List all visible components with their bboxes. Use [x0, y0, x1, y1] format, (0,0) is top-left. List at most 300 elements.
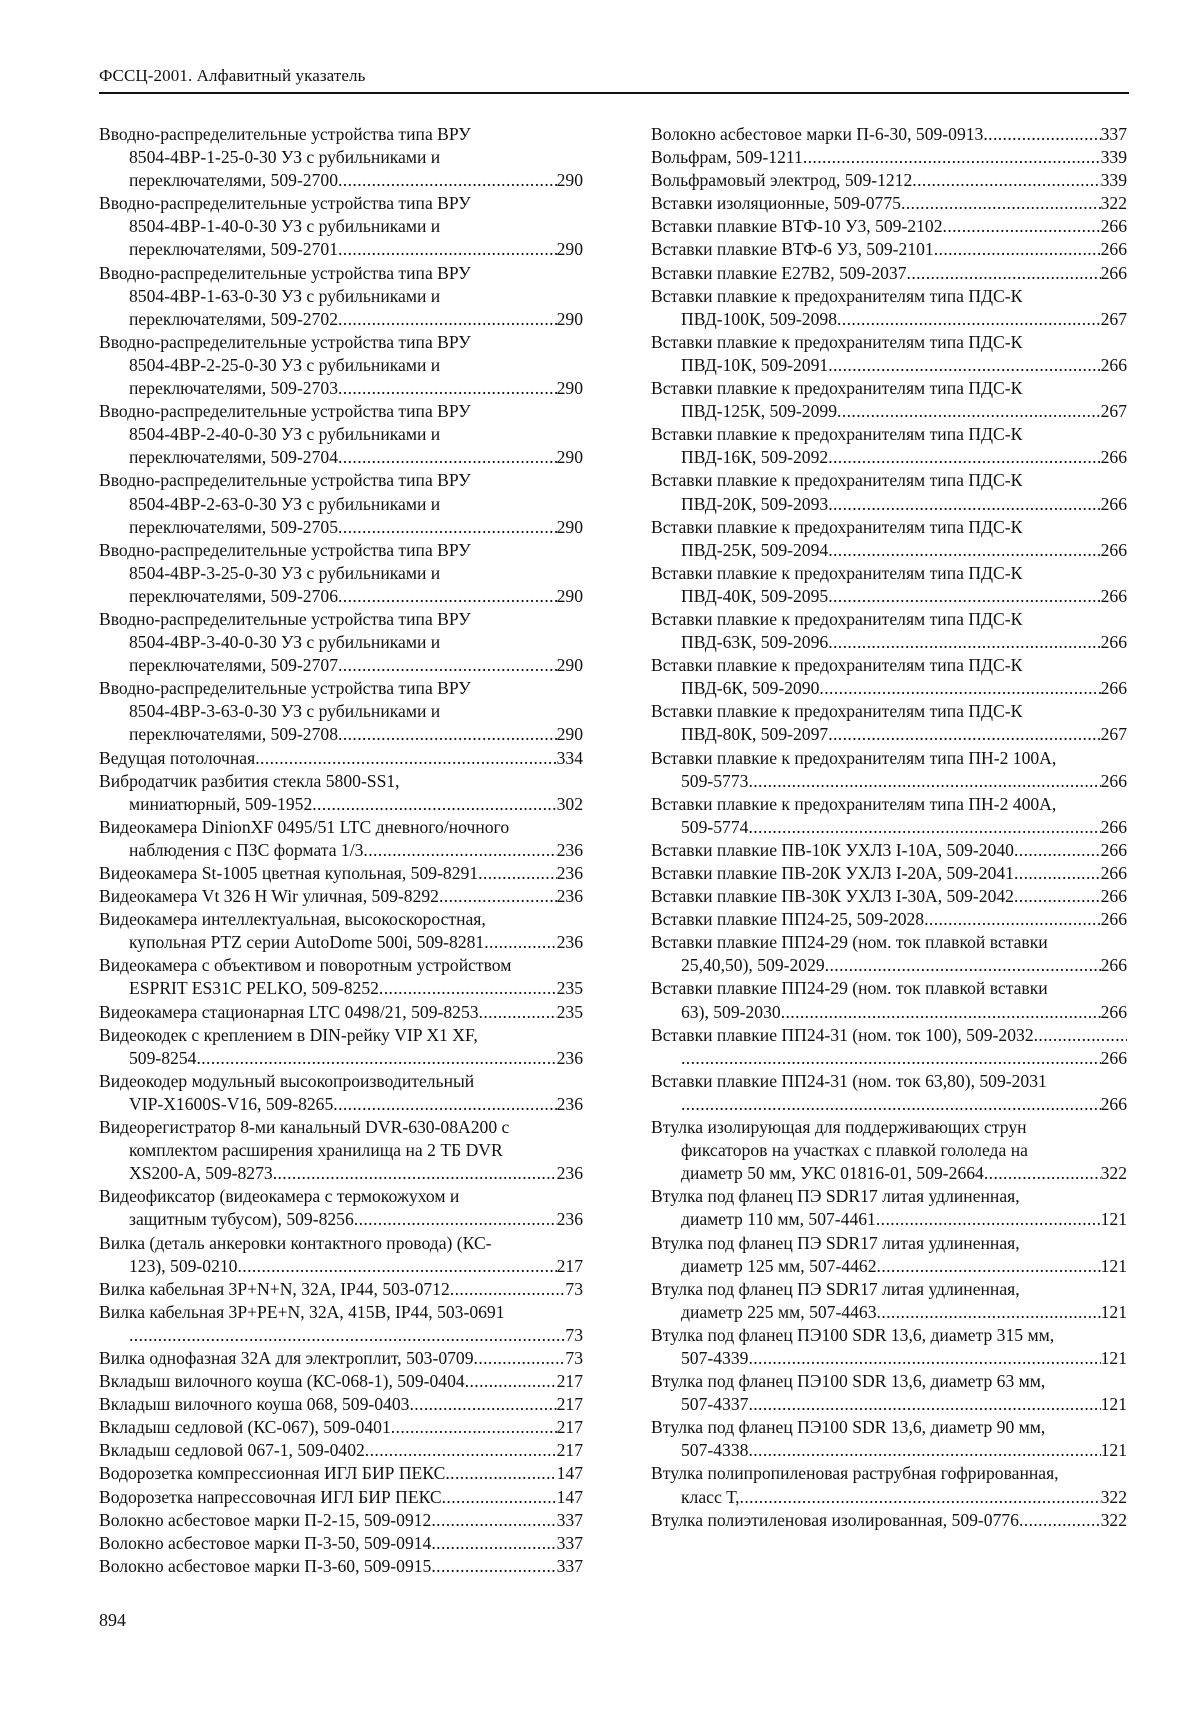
index-entry	[99, 954, 583, 1000]
index-entry	[99, 677, 583, 746]
entry-page-ref: 266	[1100, 955, 1127, 976]
entry-page-ref: 121	[1100, 1301, 1127, 1322]
index-entry	[99, 747, 583, 770]
entry-last-line	[99, 1462, 583, 1485]
entry-page-ref: 73	[565, 1324, 583, 1345]
dot-leader	[484, 931, 556, 954]
entry-text: Вкладыш вилочного коуша (КС-068-1), 509-0404	[99, 1371, 465, 1392]
entry-text: Вилка кабельная 3P+N+N, 32A, IP44, 503-0712	[99, 1278, 450, 1299]
entry-text-line: Видеорегистратор 8-ми канальный DVR-630-08A200 с	[99, 1117, 510, 1138]
entry-page-ref: 266	[1100, 1093, 1127, 1114]
entry-text: переключателями, 509-2708	[129, 724, 338, 745]
dot-leader	[312, 793, 556, 816]
dot-leader	[943, 215, 1101, 238]
entry-text: Вставки плавкие ПВ-10К УХЛ3 I-10А, 509-2040	[651, 839, 1014, 860]
entry-last-line	[651, 862, 1127, 885]
dot-leader	[237, 1255, 556, 1278]
entry-page-ref: 290	[556, 585, 583, 606]
entry-text-line: Втулка под фланец ПЭ SDR17 литая удлиненная,	[651, 1186, 1020, 1207]
dot-leader	[431, 1509, 556, 1532]
index-entry	[651, 423, 1127, 469]
entry-last-line	[651, 954, 1127, 977]
entry-page-ref: 266	[1100, 354, 1127, 375]
entry-text: XS200-A, 509-8273	[129, 1163, 273, 1184]
dot-leader	[338, 238, 557, 261]
entry-last-line	[99, 585, 583, 608]
entry-last-line	[99, 238, 583, 261]
dot-leader	[338, 654, 557, 677]
entry-text: Вставки плавкие ПВ-20К УХЛ3 I-20А, 509-2041	[651, 863, 1014, 883]
index-entry	[651, 1370, 1127, 1416]
entry-text: Вкладыш вилочного коуша 068, 509-0403	[99, 1394, 410, 1415]
dot-leader	[740, 1486, 1101, 1509]
entry-last-line	[99, 1393, 583, 1416]
entry-page-ref: 266	[1100, 262, 1127, 283]
entry-text: Вставки плавкие ПП24-31 (ном. ток 100), 509-2032	[651, 1024, 1034, 1045]
entry-text: 509-5773	[681, 770, 749, 791]
entry-text: защитным тубусом), 509-8256	[129, 1209, 354, 1230]
entry-last-line	[99, 1047, 583, 1070]
index-entry	[99, 1347, 583, 1370]
index-entry	[99, 331, 583, 400]
entry-text: Вставки плавкие ПВ-30К УХЛ3 I-30А, 509-2042	[651, 886, 1014, 907]
entry-page-ref: 322	[1100, 1163, 1127, 1184]
entry-page-ref: 266	[1100, 585, 1127, 606]
index-entry	[651, 747, 1127, 793]
entry-page-ref: 73	[565, 1347, 583, 1368]
dot-leader	[907, 262, 1101, 285]
index-entry	[99, 1462, 583, 1485]
entry-page-ref: 236	[556, 1209, 583, 1230]
entry-text-line: 8504-4ВР-1-25-0-30 УЗ с рубильниками и	[129, 147, 441, 168]
entry-text-line: Вводно-распределительные устройства типа ВРУ	[99, 678, 471, 699]
dot-leader	[445, 1462, 556, 1485]
entry-text-line: Вставки плавкие к предохранителям типа ПДС-К	[651, 285, 1023, 306]
index-entry	[651, 977, 1127, 1023]
index-entry	[651, 1509, 1127, 1532]
entry-page-ref: 236	[556, 1093, 583, 1114]
index-column-left	[99, 123, 583, 1578]
index-entry	[651, 146, 1127, 169]
entry-page-ref: 266	[1100, 839, 1127, 860]
dot-leader	[474, 1347, 566, 1370]
entry-page-ref: 290	[556, 170, 583, 191]
dot-leader	[901, 192, 1101, 215]
entry-page-ref: 290	[556, 308, 583, 329]
entry-last-line	[99, 1278, 583, 1301]
entry-text: VIP-X1600S-V16, 509-8265	[129, 1093, 334, 1114]
entry-page-ref: 217	[556, 1371, 583, 1392]
entry-text-line: 8504-4ВР-1-40-0-30 УЗ с рубильниками и	[129, 216, 441, 237]
entry-text: ESPRIT ES31C PELKO, 509-8252	[129, 978, 379, 999]
dot-leader	[837, 308, 1101, 331]
entry-text: Видеокамера Vt 326 H Wir уличная, 509-8292	[99, 886, 439, 907]
entry-text-line: Втулка под фланец ПЭ SDR17 литая удлиненная,	[651, 1232, 1020, 1253]
dot-leader	[379, 977, 557, 1000]
index-entry	[651, 1462, 1127, 1508]
entry-last-line	[99, 1255, 583, 1278]
index-entry	[651, 262, 1127, 285]
entry-last-line	[99, 793, 583, 816]
dot-leader	[354, 1208, 557, 1231]
entry-page-ref: 267	[1100, 308, 1127, 329]
index-entry	[99, 608, 583, 677]
index-entry	[99, 1278, 583, 1301]
entry-text: Вставки плавкие ВТФ-10 У3, 509-2102	[651, 216, 943, 237]
entry-page-ref: 121	[1100, 1394, 1127, 1415]
index-entry	[99, 262, 583, 331]
entry-last-line	[99, 1324, 583, 1347]
dot-leader	[983, 123, 1100, 146]
entry-text: Вставки изоляционные, 509-0775	[651, 193, 901, 214]
entry-page-ref: 302	[556, 793, 583, 814]
entry-page-ref: 337	[556, 1555, 583, 1576]
index-entry	[99, 192, 583, 261]
entry-text-line: Вставки плавкие ПП24-29 (ном. ток плавкой вставки	[651, 978, 1048, 999]
index-entry	[99, 816, 583, 862]
entry-text-line: Вставки плавкие к предохранителям типа ПН-2 100А,	[651, 747, 1057, 768]
index-entry	[651, 885, 1127, 908]
entry-page-ref: 266	[1100, 909, 1127, 930]
entry-text: ПВД-25К, 509-2094	[681, 539, 829, 560]
entry-last-line	[99, 885, 583, 908]
entry-last-line	[99, 1439, 583, 1462]
entry-page-ref: 339	[1100, 147, 1127, 168]
index-entry	[99, 908, 583, 954]
dot-leader	[1019, 1509, 1101, 1532]
entry-text-line: фиксаторов на участках с плавкой гололеда на	[681, 1140, 1028, 1161]
dot-leader	[479, 1001, 557, 1024]
dot-leader	[439, 885, 557, 908]
index-entry	[99, 1393, 583, 1416]
dot-leader	[828, 631, 1100, 654]
index-entry	[99, 1509, 583, 1532]
entry-page-ref: 121	[1100, 1255, 1127, 1276]
dot-leader	[196, 1047, 556, 1070]
entry-last-line	[651, 908, 1127, 931]
index-entry	[651, 192, 1127, 215]
entry-last-line	[99, 1162, 583, 1185]
entry-text: 509-8254	[129, 1047, 197, 1068]
index-entry	[99, 1116, 583, 1185]
index-entry	[651, 377, 1127, 423]
dot-leader	[681, 1047, 1101, 1070]
entry-text-line: 8504-4ВР-3-25-0-30 УЗ с рубильниками и	[129, 562, 441, 583]
entry-text: ПВД-100К, 509-2098	[681, 308, 837, 329]
entry-page-ref: 322	[1100, 1486, 1127, 1507]
dot-leader	[748, 1347, 1100, 1370]
index-entry	[99, 1370, 583, 1393]
index-column-right	[651, 123, 1127, 1532]
entry-text: ПВД-10К, 509-2091	[681, 354, 829, 375]
entry-page-ref: 236	[556, 1163, 583, 1184]
entry-last-line	[651, 631, 1127, 654]
entry-text-line: Вставки плавкие к предохранителям типа ПДС-К	[651, 516, 1023, 537]
entry-last-line	[651, 238, 1127, 261]
entry-text: Вкладыш седловой 067-1, 509-0402	[99, 1440, 365, 1461]
entry-page-ref: 121	[1100, 1440, 1127, 1461]
entry-text: ПВД-20К, 509-2093	[681, 493, 829, 514]
entry-page-ref: 266	[1100, 1001, 1127, 1022]
dot-leader	[828, 446, 1100, 469]
entry-text-line: Вставки плавкие к предохранителям типа ПДС-К	[651, 701, 1023, 722]
entry-last-line	[99, 1093, 583, 1116]
index-entry	[99, 1555, 583, 1578]
entry-page-ref: 217	[556, 1255, 583, 1276]
entry-last-line	[651, 446, 1127, 469]
entry-page-ref: 217	[556, 1394, 583, 1415]
entry-page-ref: 266	[1100, 816, 1127, 837]
entry-text-line: Вставки плавкие к предохранителям типа ПДС-К	[651, 655, 1023, 676]
entry-text-line: Вводно-распределительные устройства типа ВРУ	[99, 124, 471, 144]
entry-text-line: Вставки плавкие к предохранителям типа ПДС-К	[651, 608, 1023, 629]
dot-leader	[828, 585, 1100, 608]
entry-text-line: 8504-4ВР-2-25-0-30 УЗ с рубильниками и	[129, 354, 441, 375]
index-entry	[651, 1024, 1127, 1070]
entry-text: Водорозетка напрессовочная ИГЛ БИР ПЕКС	[99, 1486, 442, 1507]
entry-text: наблюдения с ПЗС формата 1/3	[129, 839, 364, 860]
entry-text: 25,40,50), 509-2029	[681, 955, 825, 976]
dot-leader	[431, 1555, 556, 1578]
index-entry	[99, 539, 583, 608]
entry-last-line	[651, 539, 1127, 562]
entry-last-line	[99, 1532, 583, 1555]
entry-text-line: Втулка под фланец ПЭ100 SDR 13,6, диаметр 90 мм,	[651, 1417, 1046, 1438]
entry-page-ref: 290	[556, 516, 583, 537]
entry-text-line: комплектом расширения хранилища на 2 ТБ DVR	[129, 1140, 503, 1161]
dot-leader	[338, 723, 557, 746]
dot-leader	[338, 446, 557, 469]
index-entry	[651, 215, 1127, 238]
dot-leader	[478, 862, 556, 885]
entry-text: Водорозетка компрессионная ИГЛ БИР ПЕКС	[99, 1463, 446, 1484]
entry-text: Вкладыш седловой (КС-067), 509-0401	[99, 1417, 391, 1438]
index-entry	[651, 562, 1127, 608]
entry-last-line	[99, 1370, 583, 1393]
entry-page-ref: 217	[556, 1440, 583, 1461]
entry-text-line: 8504-4ВР-3-63-0-30 УЗ с рубильниками и	[129, 701, 441, 722]
entry-last-line	[99, 747, 583, 770]
entry-page-ref: 334	[556, 747, 583, 768]
entry-text-line: Втулка изолирующая для поддерживающих струн	[651, 1117, 1027, 1138]
entry-page-ref: 266	[1100, 447, 1127, 468]
entry-page-ref: 236	[556, 886, 583, 907]
entry-page-ref: 236	[556, 839, 583, 860]
entry-text: ПВД-80К, 509-2097	[681, 724, 829, 745]
entry-text: Вилка однофазная 32А для электроплит, 503-0709	[99, 1347, 474, 1368]
index-entry	[99, 469, 583, 538]
entry-last-line	[651, 123, 1127, 146]
index-entry	[651, 862, 1127, 885]
index-entry	[651, 1278, 1127, 1324]
entry-last-line	[99, 1347, 583, 1370]
index-entry	[99, 400, 583, 469]
entry-text: Волокно асбестовое марки П-2-15, 509-0912	[99, 1509, 432, 1530]
index-entry	[651, 469, 1127, 515]
entry-last-line	[651, 1486, 1127, 1509]
index-entry	[99, 1070, 583, 1116]
index-entry	[651, 931, 1127, 977]
entry-page-ref: 322	[1100, 1509, 1127, 1530]
entry-text: диаметр 225 мм, 507-4463	[681, 1301, 877, 1322]
dot-leader	[912, 169, 1100, 192]
entry-text-line: Вводно-распределительные устройства типа ВРУ	[99, 470, 471, 491]
entry-text-line: Вводно-распределительные устройства типа ВРУ	[99, 262, 471, 283]
entry-text: Вольфрамовый электрод, 509-1212	[651, 170, 913, 191]
index-entry	[99, 770, 583, 816]
dot-leader	[748, 1439, 1100, 1462]
entry-text: класс Т,	[681, 1486, 740, 1507]
entry-last-line	[651, 1047, 1127, 1070]
entry-last-line	[651, 770, 1127, 793]
dot-leader	[129, 1324, 565, 1347]
entry-page-ref: 290	[556, 655, 583, 676]
entry-text-line: Видеокамера интеллектуальная, высокоскоростная,	[99, 909, 486, 930]
dot-leader	[338, 169, 557, 192]
entry-text-line: Видеофиксатор (видеокамера с термокожухом и	[99, 1186, 460, 1207]
entry-text: переключателями, 509-2700	[129, 170, 338, 191]
entry-page-ref: 266	[1100, 863, 1127, 883]
dot-leader	[391, 1416, 557, 1439]
entry-text-line: Вставки плавкие к предохранителям типа ПДС-К	[651, 424, 1023, 445]
entry-text-line: Видеокодек с креплением в DIN-рейку VIP X1 XF,	[99, 1024, 478, 1045]
index-entry	[99, 885, 583, 908]
index-entry	[99, 1232, 583, 1278]
entry-text-line: Втулка под фланец ПЭ100 SDR 13,6, диаметр 315 мм,	[651, 1324, 1055, 1345]
entry-page-ref: 266	[1100, 678, 1127, 699]
dot-leader	[934, 238, 1101, 261]
entry-page-ref: 266	[1100, 493, 1127, 514]
entry-page-ref: 267	[1100, 401, 1127, 422]
entry-text-line: 8504-4ВР-2-63-0-30 УЗ с рубильниками и	[129, 493, 441, 514]
entry-last-line	[99, 931, 583, 954]
entry-text: ПВД-6К, 509-2090	[681, 678, 820, 699]
dot-leader	[338, 516, 557, 539]
index-entry	[99, 1301, 583, 1347]
entry-last-line	[651, 1439, 1127, 1462]
entry-text: ПВД-16К, 509-2092	[681, 447, 829, 468]
dot-leader	[781, 1001, 1101, 1024]
entry-text: Вставки плавкие Е27В2, 509-2037	[651, 262, 907, 283]
dot-leader	[984, 1162, 1101, 1185]
dot-leader	[828, 723, 1100, 746]
entry-text: миниатюрный, 509-1952	[129, 793, 313, 814]
index-entry	[99, 1024, 583, 1070]
dot-leader	[819, 677, 1100, 700]
dot-leader	[1034, 1024, 1127, 1047]
entry-last-line	[651, 192, 1127, 215]
dot-leader	[877, 1301, 1101, 1324]
entry-page-ref: 266	[1100, 1047, 1127, 1068]
index-entry	[99, 862, 583, 885]
entry-last-line	[651, 1208, 1127, 1231]
entry-page-ref: 337	[556, 1509, 583, 1530]
entry-last-line	[99, 169, 583, 192]
entry-text: переключателями, 509-2706	[129, 585, 338, 606]
entry-text-line: Видеокодер модульный высокопроизводительный	[99, 1070, 475, 1091]
entry-last-line	[651, 1162, 1127, 1185]
entry-last-line	[651, 1509, 1127, 1532]
index-entry	[651, 1324, 1127, 1370]
header-rule	[99, 92, 1129, 94]
entry-last-line	[651, 816, 1127, 839]
entry-text: 123), 509-0210	[129, 1255, 238, 1276]
entry-text: Волокно асбестовое марки П-3-60, 509-0915	[99, 1555, 432, 1576]
entry-text: Видеокамера стационарная LTC 0498/21, 509-8253	[99, 1001, 479, 1022]
entry-page-ref: 266	[1100, 632, 1127, 653]
dot-leader	[828, 539, 1100, 562]
entry-text: Вставки плавкие ПП24-25, 509-2028	[651, 909, 925, 930]
entry-last-line	[651, 146, 1127, 169]
entry-text: переключателями, 509-2707	[129, 655, 338, 676]
entry-last-line	[651, 400, 1127, 423]
index-entry	[651, 839, 1127, 862]
entry-page-ref: 236	[556, 863, 583, 883]
entry-text-line: Вставки плавкие к предохранителям типа ПН-2 400А,	[651, 793, 1057, 814]
entry-text: 507-4337	[681, 1394, 749, 1415]
entry-last-line	[99, 1555, 583, 1578]
dot-leader	[255, 747, 556, 770]
index-entry	[99, 1439, 583, 1462]
entry-page-ref: 290	[556, 724, 583, 745]
entry-text-line: Вилка кабельная 3P+PE+N, 32A, 415B, IP44, 503-0691	[99, 1301, 505, 1322]
entry-text-line: Вставки плавкие ПП24-31 (ном. ток 63,80), 509-2031	[651, 1070, 1047, 1091]
index-entry	[99, 123, 583, 192]
entry-page-ref: 339	[1100, 170, 1127, 191]
entry-text-line: 8504-4ВР-1-63-0-30 УЗ с рубильниками и	[129, 285, 441, 306]
entry-text: Видеокамера St-1005 цветная купольная, 509-8291	[99, 863, 479, 883]
dot-leader	[442, 1486, 557, 1509]
entry-text: ПВД-40К, 509-2095	[681, 585, 829, 606]
dot-leader	[924, 908, 1101, 931]
entry-text: диаметр 125 мм, 507-4462	[681, 1255, 877, 1276]
page-number: 894	[99, 1610, 126, 1630]
dot-leader	[825, 954, 1101, 977]
index-entry	[99, 1486, 583, 1509]
entry-last-line	[651, 1393, 1127, 1416]
index-entry	[651, 1232, 1127, 1278]
dot-leader	[465, 1370, 557, 1393]
entry-text-line: Вибродатчик разбития стекла 5800-SS1,	[99, 770, 400, 791]
dot-leader	[409, 1393, 556, 1416]
entry-text: Вольфрам, 509-1211	[651, 147, 803, 168]
entry-page-ref: 337	[556, 1532, 583, 1553]
entry-text: ПВД-63К, 509-2096	[681, 632, 829, 653]
dot-leader	[450, 1278, 566, 1301]
entry-page-ref: 217	[556, 1417, 583, 1438]
entry-last-line	[651, 354, 1127, 377]
entry-page-ref: 147	[556, 1463, 583, 1484]
entry-text: Вставки плавкие ВТФ-6 У3, 509-2101	[651, 239, 934, 260]
entry-page-ref: 266	[1100, 886, 1127, 907]
entry-text-line: Вводно-распределительные устройства типа ВРУ	[99, 401, 471, 422]
index-entry	[99, 1532, 583, 1555]
entry-text-line: Вводно-распределительные устройства типа ВРУ	[99, 193, 471, 214]
entry-text: Волокно асбестовое марки П-6-30, 509-0913	[651, 124, 984, 144]
index-entry	[651, 793, 1127, 839]
entry-text-line: Вставки плавкие к предохранителям типа ПДС-К	[651, 378, 1023, 399]
dot-leader	[1014, 839, 1101, 862]
dot-leader	[1014, 885, 1101, 908]
dot-leader	[431, 1532, 556, 1555]
entry-last-line	[651, 1093, 1127, 1116]
entry-text-line: 8504-4ВР-3-40-0-30 УЗ с рубильниками и	[129, 632, 441, 653]
entry-text-line	[651, 1024, 1127, 1047]
entry-text-line: Вставки плавкие к предохранителям типа ПДС-К	[651, 562, 1023, 583]
entry-page-ref: 290	[556, 239, 583, 260]
entry-last-line	[99, 723, 583, 746]
entry-last-line	[651, 169, 1127, 192]
